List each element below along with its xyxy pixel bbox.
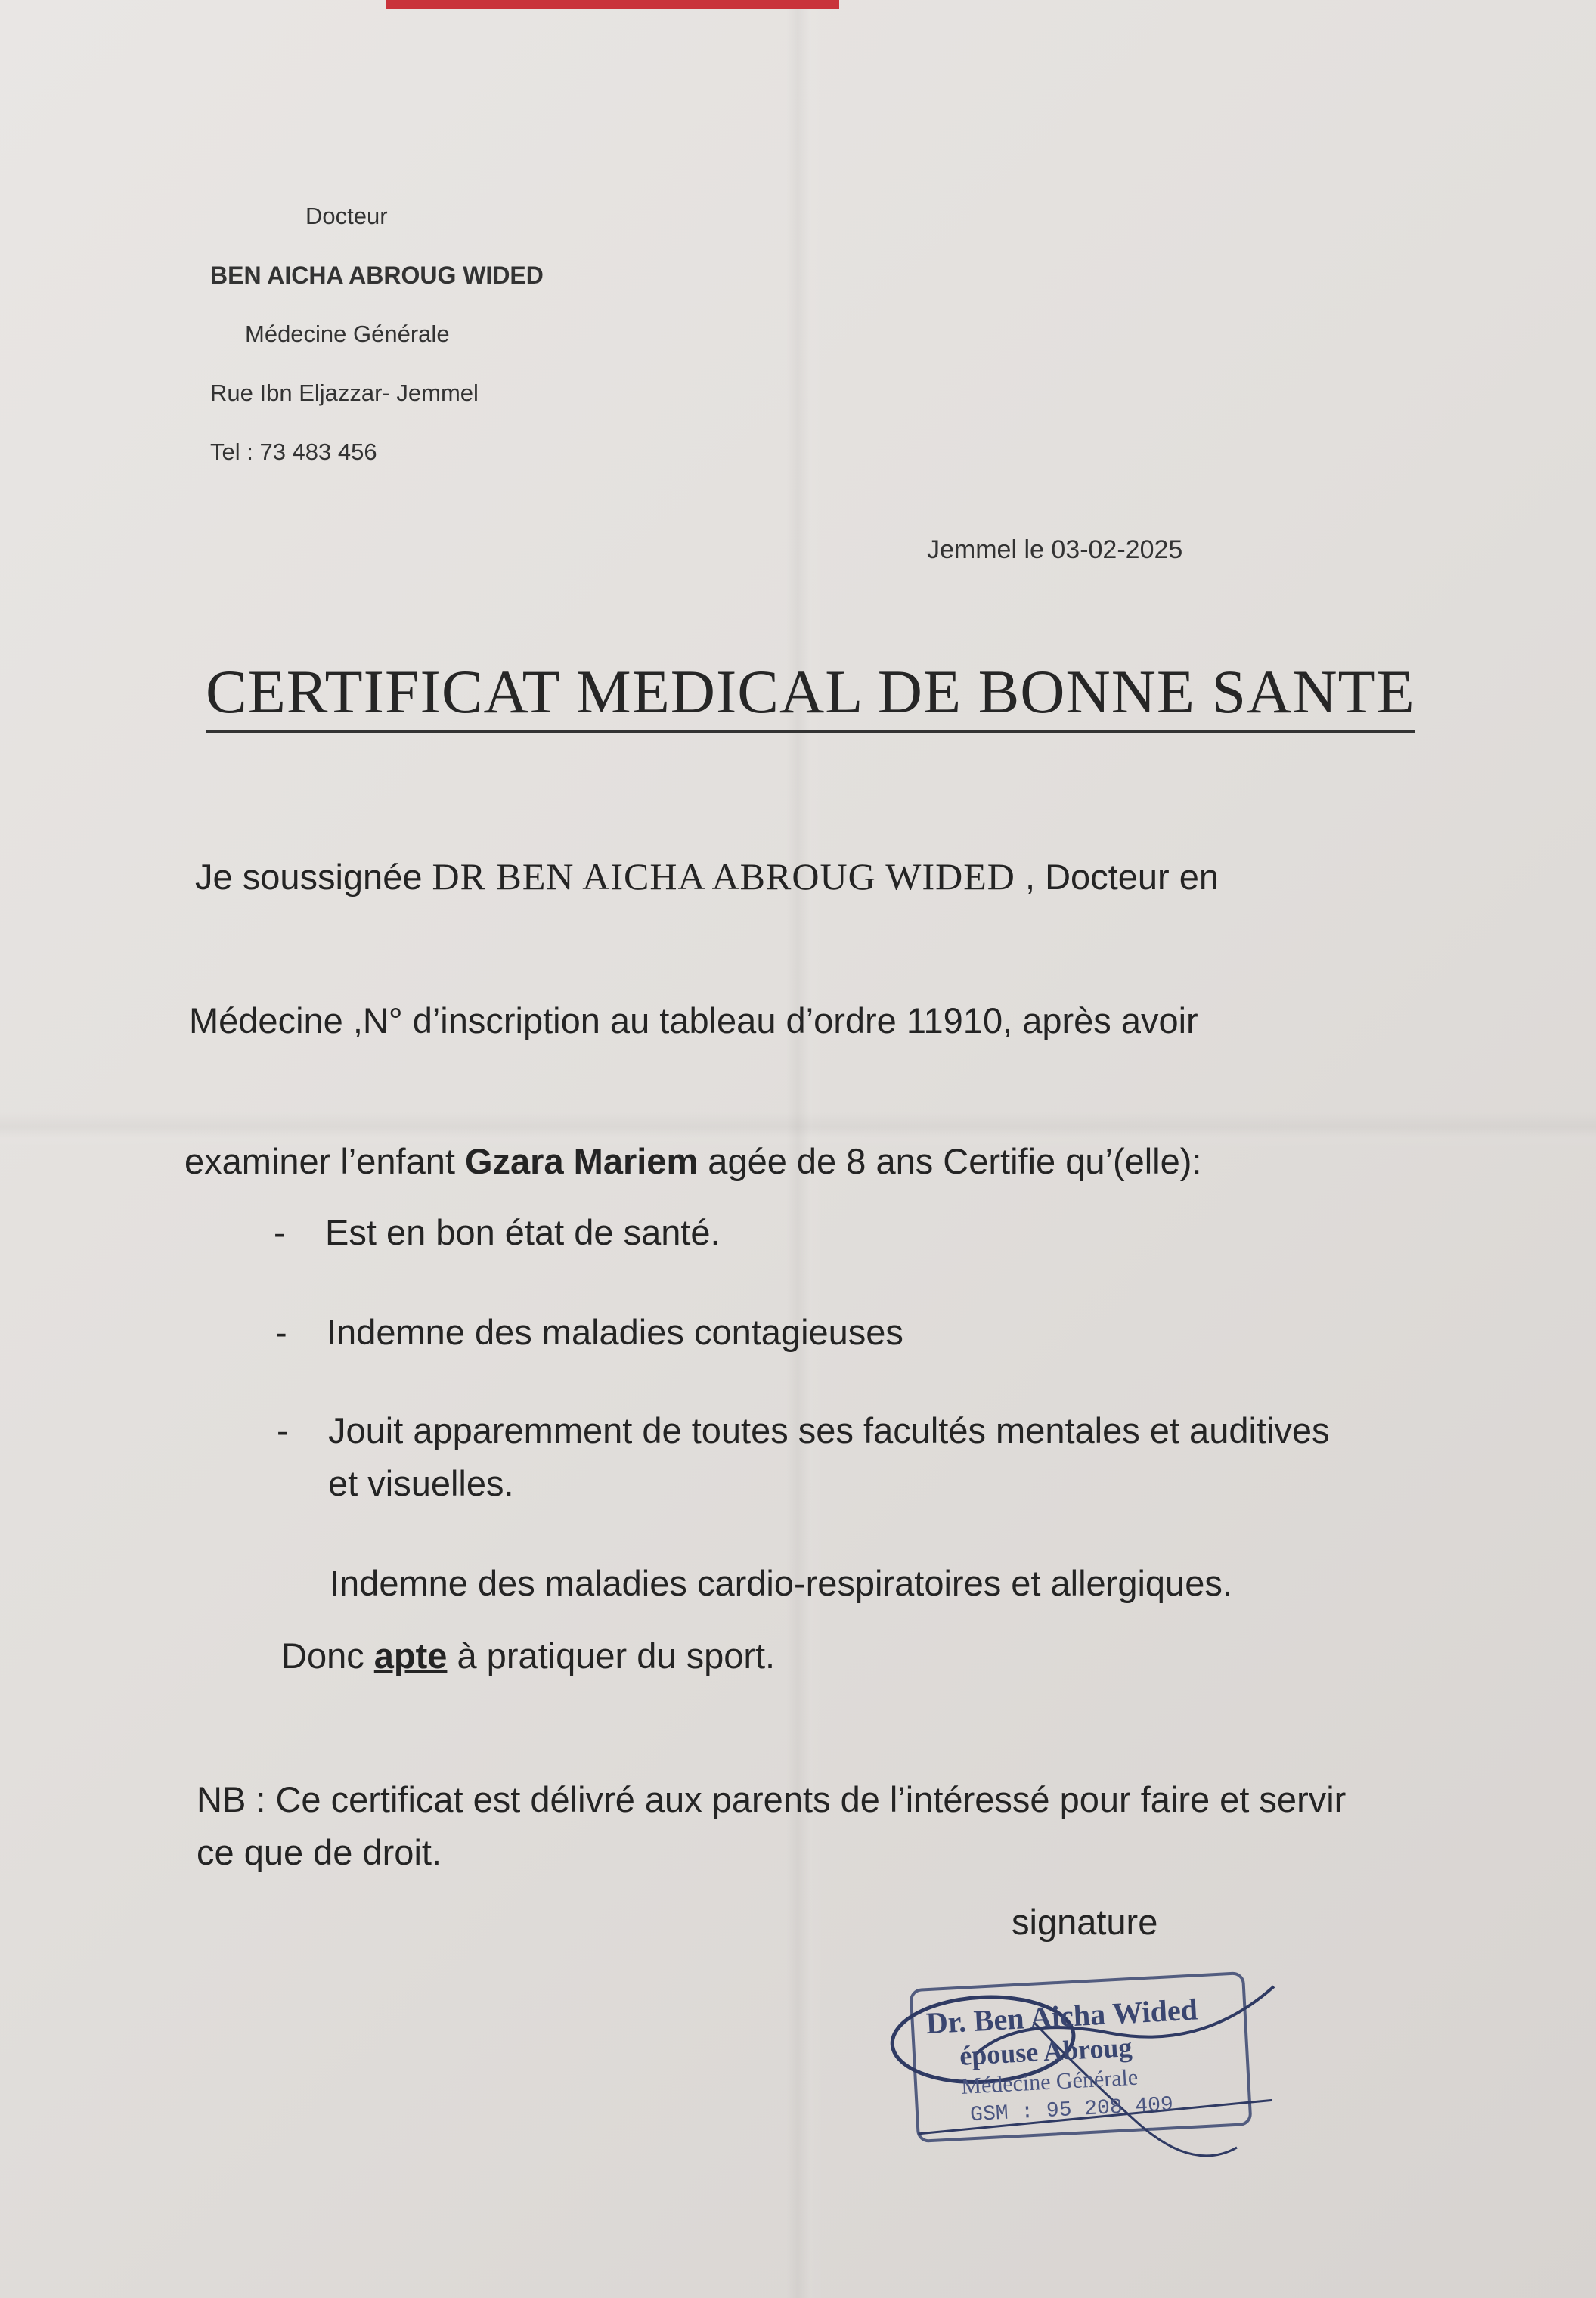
signature-label: signature — [1012, 1902, 1158, 1942]
intro-suffix: , Docteur en — [1015, 857, 1219, 897]
date-line: Jemmel le 03-02-2025 — [927, 535, 1183, 564]
apte-word: apte — [373, 1636, 448, 1676]
item-dash: - — [274, 1212, 286, 1252]
item-health: Est en bon état de santé. — [325, 1212, 721, 1252]
conclusion-suffix: à pratiquer du sport. — [447, 1636, 776, 1676]
child-name: Gzara Mariem — [464, 1141, 699, 1181]
item-faculties: Jouit apparemment de toutes ses facultés mentales et auditives — [328, 1410, 1330, 1450]
registration-line: Médecine ,N° d’inscription au tableau d’ordre 11910, après avoir — [189, 1000, 1198, 1040]
red-folder-edge — [386, 0, 839, 9]
exam-suffix: agée de 8 ans Certifie qu’(elle): — [698, 1141, 1202, 1181]
doctor-stamp — [885, 1966, 1293, 2163]
exam-prefix: examiner l’enfant — [184, 1141, 465, 1181]
header-address: Rue Ibn Eljazzar- Jemmel — [210, 380, 479, 406]
extra-line: Indemne des maladies cardio-respiratoires et allergiques. — [330, 1563, 1232, 1603]
header-specialty: Médecine Générale — [245, 321, 450, 347]
stamp-line-3: Médecine Générale — [960, 2064, 1139, 2099]
nb-line-1: NB : Ce certificat est délivré aux parents de l’intéressé pour faire et servir — [197, 1779, 1347, 1819]
intro-prefix: Je soussignée — [195, 857, 432, 897]
item-dash: - — [275, 1312, 287, 1352]
stamp-line-2: épouse Abroug — [959, 2031, 1133, 2071]
conclusion-prefix: Donc — [281, 1636, 374, 1676]
certificate-title: CERTIFICAT MEDICAL DE BONNE SANTE — [206, 656, 1415, 733]
stamp-line-1: Dr. Ben Aicha Wided — [925, 1992, 1198, 2041]
doctor-name: DR BEN AICHA ABROUG WIDED — [432, 855, 1015, 898]
item-faculties-cont: et visuelles. — [328, 1463, 514, 1503]
intro-line — [195, 854, 1219, 898]
exam-line — [184, 1140, 1201, 1182]
item-contagious: Indemne des maladies contagieuses — [327, 1312, 903, 1352]
header-title: Docteur — [305, 203, 388, 229]
item-dash: - — [277, 1410, 289, 1450]
nb-line-2: ce que de droit. — [197, 1832, 442, 1872]
stamp-line-4: GSM : 95 208 409 — [969, 2093, 1174, 2128]
conclusion-line — [281, 1635, 775, 1676]
header-phone: Tel : 73 483 456 — [210, 439, 377, 465]
header-doctor-name: BEN AICHA ABROUG WIDED — [210, 262, 544, 289]
